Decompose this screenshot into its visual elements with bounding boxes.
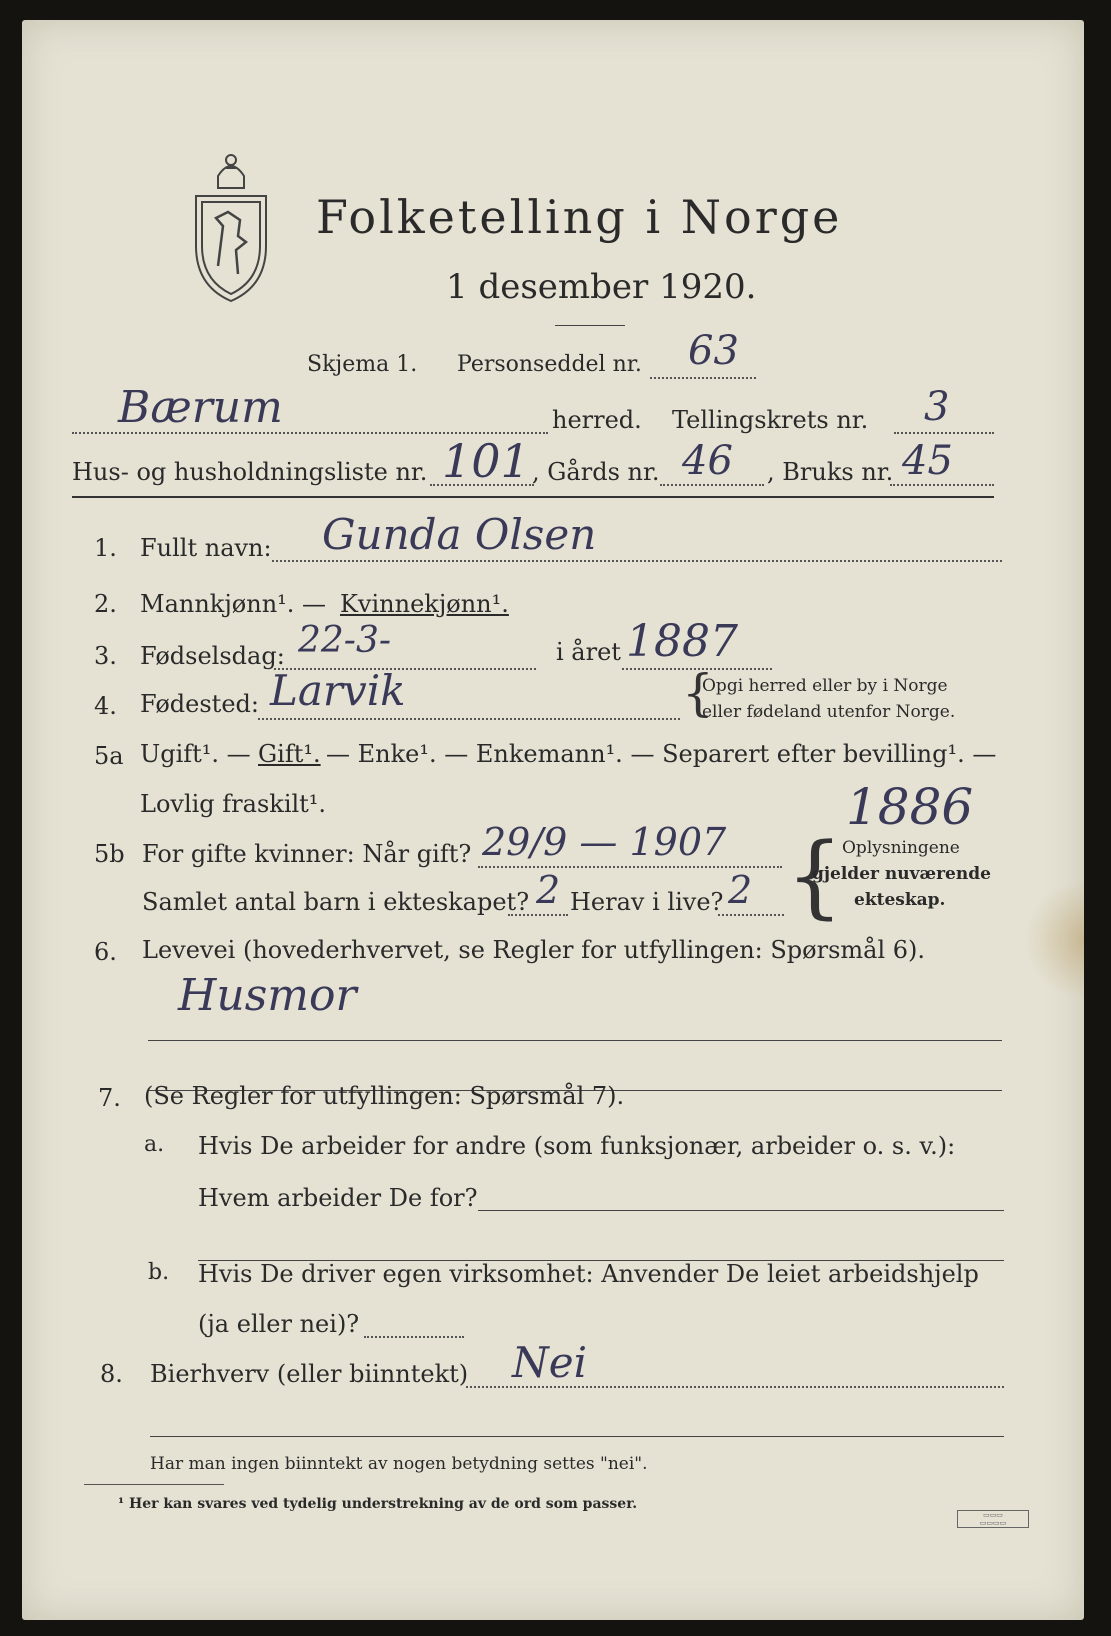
q3-number: 3.	[94, 642, 117, 670]
q4-number: 4.	[94, 692, 117, 720]
q1-number: 1.	[94, 534, 117, 562]
q5b-children-label: Samlet antal barn i ekteskapet?	[142, 888, 530, 916]
q5a-number: 5a	[94, 742, 124, 770]
q7a-question: Hvem arbeider De for?	[198, 1184, 478, 1212]
bruks-dots	[890, 484, 994, 486]
q5b-children-dots	[508, 914, 568, 916]
q8-number: 8.	[100, 1360, 123, 1388]
gards-value[interactable]: 46	[682, 438, 733, 484]
q4-brace: {	[682, 664, 714, 722]
gards-dots	[660, 484, 764, 486]
footnote: ¹ Her kan svares ved tydelig understrekning av de ord som passer.	[118, 1496, 638, 1512]
q4-note-1: Opgi herred eller by i Norge	[702, 676, 948, 696]
tellingskrets-dots	[894, 432, 994, 434]
bruks-label: , Bruks nr.	[767, 458, 894, 486]
birth-year-value[interactable]: 1887	[626, 616, 738, 667]
q4-note-2: eller fødeland utenfor Norge.	[702, 702, 956, 722]
birthplace-value[interactable]: Larvik	[270, 666, 406, 715]
q7a-line-1[interactable]	[478, 1210, 1004, 1211]
q6-line-1	[148, 1040, 1002, 1041]
personseddel-dots	[650, 377, 756, 379]
bruks-value[interactable]: 45	[902, 438, 953, 484]
q1-label: Fullt navn:	[140, 534, 272, 562]
q4-label: Fødested:	[140, 690, 259, 718]
q7b-label: Hvis De driver egen virksomhet: Anvender De leiet arbeidshjelp	[198, 1260, 979, 1288]
q5b-note-3: ekteskap.	[854, 890, 946, 910]
q5a-unmarried-option[interactable]: Ugift¹. —	[140, 740, 251, 768]
herred-label: herred.	[552, 406, 642, 434]
q8-label: Bierhverv (eller biinntekt)	[150, 1360, 469, 1388]
q6-number: 6.	[94, 938, 117, 966]
herred-value[interactable]: Bærum	[118, 382, 283, 433]
q5b-note-1: Oplysningene	[842, 838, 960, 858]
q3-year-label: i året	[556, 638, 621, 666]
birthday-value[interactable]: 22-3-	[298, 620, 392, 661]
printer-stamp: ▭▭▭ ▭▭▭▭	[957, 1510, 1029, 1528]
header-rule	[72, 496, 994, 498]
personseddel-value[interactable]: 63	[688, 328, 739, 374]
census-form	[22, 20, 1084, 1620]
occupation-value[interactable]: Husmor	[178, 970, 357, 1021]
q2-number: 2.	[94, 590, 117, 618]
schema-label: Skjema 1.	[307, 352, 418, 377]
children-count-value[interactable]: 2	[536, 868, 561, 912]
full-name-value[interactable]: Gunda Olsen	[322, 510, 597, 559]
q5b-number: 5b	[94, 840, 125, 868]
personseddel-label: Personseddel nr.	[457, 352, 642, 377]
q5b-label: For gifte kvinner: Når gift?	[142, 840, 472, 868]
hus-label: Hus- og husholdningsliste nr.	[72, 458, 428, 486]
q1-dots	[272, 560, 1002, 562]
q3-label: Fødselsdag:	[140, 642, 285, 670]
q6-label: Levevei (hovederhvervet, se Regler for utfyllingen: Spørsmål 6).	[142, 936, 926, 964]
q7-label: (Se Regler for utfyllingen: Spørsmål 7).	[144, 1082, 625, 1110]
gards-label: , Gårds nr.	[532, 458, 660, 486]
q5b-brace: {	[786, 824, 844, 929]
title-divider	[555, 325, 625, 326]
q5a-divorced-option[interactable]: Lovlig fraskilt¹.	[140, 790, 327, 818]
hus-value[interactable]: 101	[442, 434, 530, 488]
paper-stain	[1024, 880, 1084, 1000]
q5a-extra-value[interactable]: 1886	[846, 778, 974, 836]
q7-number: 7.	[98, 1084, 121, 1112]
tellingskrets-value[interactable]: 3	[924, 384, 950, 430]
q7a-label: Hvis De arbeider for andre (som funksjonær, arbeider o. s. v.):	[198, 1132, 956, 1160]
q8-line-2[interactable]	[150, 1436, 1004, 1437]
q2-female-option[interactable]: Kvinnekjønn¹.	[340, 590, 509, 618]
form-title: Folketelling i Norge	[316, 190, 843, 244]
q7b-dots[interactable]	[364, 1336, 464, 1338]
footnote-rule	[84, 1484, 224, 1485]
marriage-date-value[interactable]: 29/9 — 1907	[482, 820, 727, 864]
q7b-question: (ja eller nei)?	[198, 1310, 360, 1338]
q5b-alive-label: Herav i live?	[570, 888, 724, 916]
footer-note: Har man ingen biinntekt av nogen betydning settes "nei".	[150, 1454, 648, 1474]
q5b-note-2: gjelder nuværende	[812, 864, 991, 884]
coat-of-arms-icon	[188, 146, 274, 306]
children-alive-value[interactable]: 2	[728, 868, 753, 912]
q7a-letter: a.	[144, 1132, 165, 1157]
tellingskrets-label: Tellingskrets nr.	[672, 406, 869, 434]
side-income-value[interactable]: Nei	[512, 1338, 588, 1387]
q7b-letter: b.	[148, 1260, 170, 1285]
census-date: 1 desember 1920.	[446, 267, 757, 307]
q2-male-option[interactable]: Mannkjønn¹. —	[140, 590, 327, 618]
q4-dots	[258, 718, 680, 720]
q5a-other-options[interactable]: — Enke¹. — Enkemann¹. — Separert efter bevilling¹. —	[326, 740, 997, 768]
q5b-alive-dots	[718, 914, 784, 916]
q5a-married-option[interactable]: Gift¹.	[258, 740, 321, 768]
